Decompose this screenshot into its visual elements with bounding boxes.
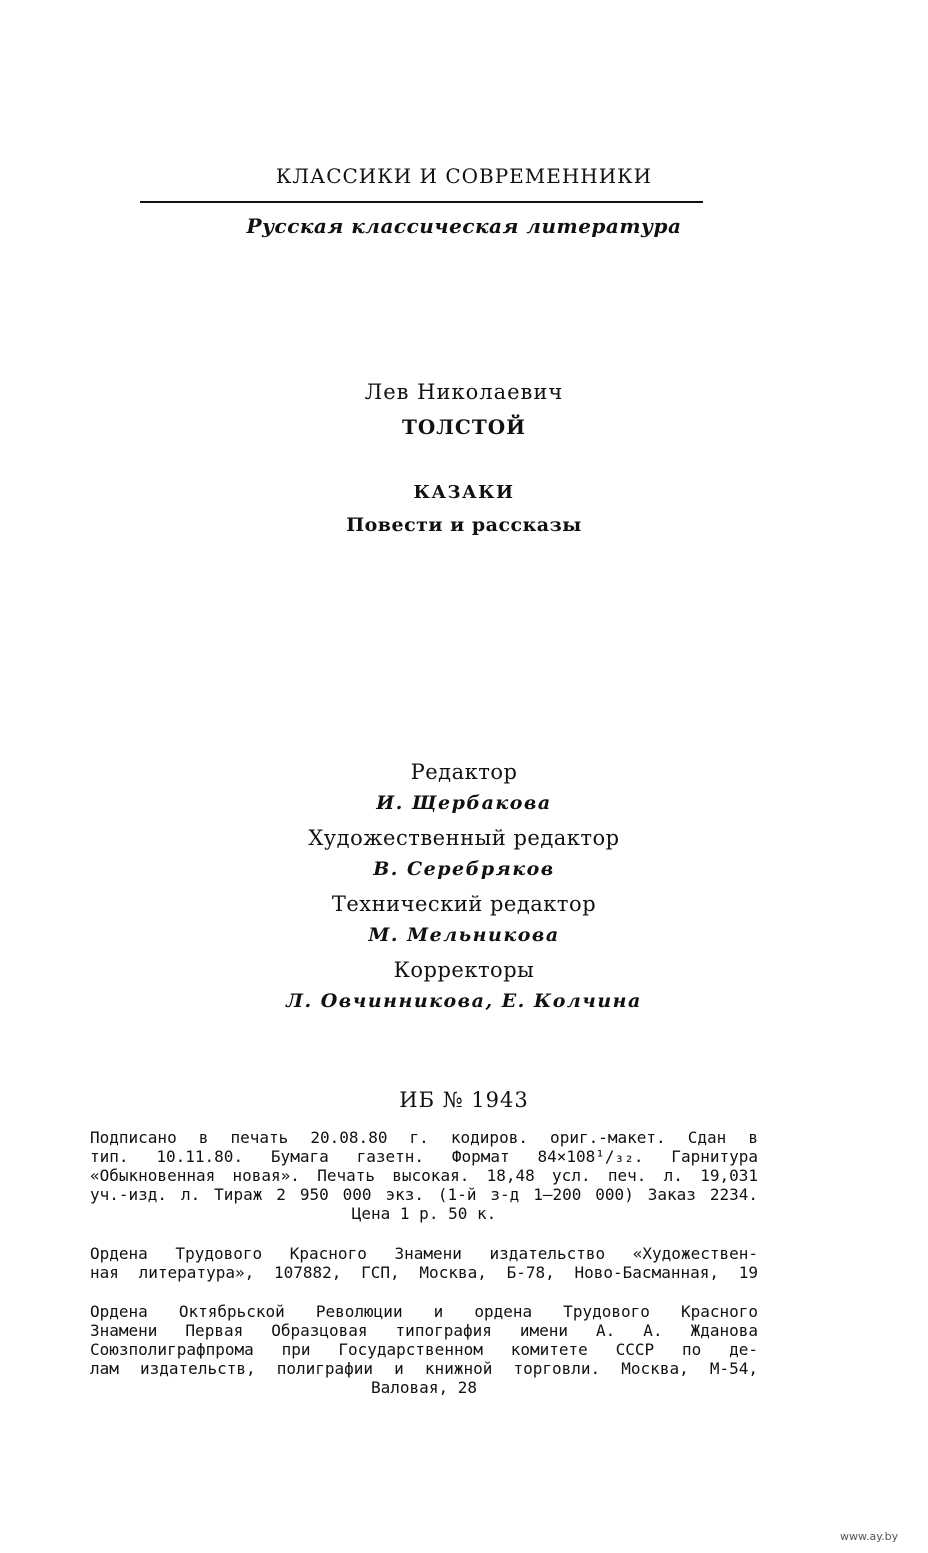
publisher-line: Ордена Трудового Красного Знамени издательство «Художествен- — [90, 1244, 758, 1263]
printer-line: Знамени Первая Образцовая типография имени А. А. Жданова — [90, 1321, 758, 1340]
credit-role: Корректоры — [393, 958, 535, 982]
author-surname: ТОЛСТОЙ — [401, 415, 527, 439]
print-line: тип. 10.11.80. Бумага газетн. Формат 84×108¹/₃₂. Гарнитура — [90, 1147, 758, 1166]
printer-line: лам издательств, полиграфии и книжной торговли. Москва, М-54, — [90, 1359, 758, 1378]
series-subtitle: Русская классическая литература — [246, 214, 682, 238]
printer-line: Ордена Октябрьской Революции и ордена Трудового Красного — [90, 1302, 758, 1321]
watermark: www.ay.by — [840, 1530, 899, 1543]
credit-person: Л. Овчинникова, Е. Колчина — [286, 990, 642, 1012]
print-details — [90, 1128, 758, 1223]
print-line: уч.-изд. л. Тираж 2 950 000 экз. (1-й з-д 1—200 000) Заказ 2234. — [90, 1185, 758, 1204]
ib-number: ИБ № 1943 — [399, 1088, 529, 1112]
printer-info — [90, 1302, 758, 1397]
publisher-info — [90, 1244, 758, 1282]
credit-role: Художественный редактор — [308, 826, 620, 850]
book-subtitle: Повести и рассказы — [346, 514, 582, 536]
book-title: КАЗАКИ — [413, 482, 515, 503]
series-title: КЛАССИКИ И СОВРЕМЕННИКИ — [275, 164, 653, 188]
credit-person: И. Щербакова — [376, 792, 552, 814]
credit-person: В. Серебряков — [373, 858, 555, 880]
header-rule — [140, 201, 703, 203]
credit-role: Технический редактор — [331, 892, 597, 916]
credit-person: М. Мельникова — [368, 924, 560, 946]
price-line: Цена 1 р. 50 к. — [351, 1204, 497, 1223]
printer-line: Союзполиграфпрома при Государственном комитете СССР по де- — [90, 1340, 758, 1359]
author-name: Лев Николаевич — [364, 380, 564, 404]
credit-role: Редактор — [410, 760, 518, 784]
printer-address: Валовая, 28 — [371, 1378, 477, 1397]
print-line: Подписано в печать 20.08.80 г. кодиров. ориг.-макет. Сдан в — [90, 1128, 758, 1147]
publisher-line: ная литература», 107882, ГСП, Москва, Б-78, Ново-Басманная, 19 — [90, 1263, 758, 1282]
print-line: «Обыкновенная новая». Печать высокая. 18,48 усл. печ. л. 19,031 — [90, 1166, 758, 1185]
